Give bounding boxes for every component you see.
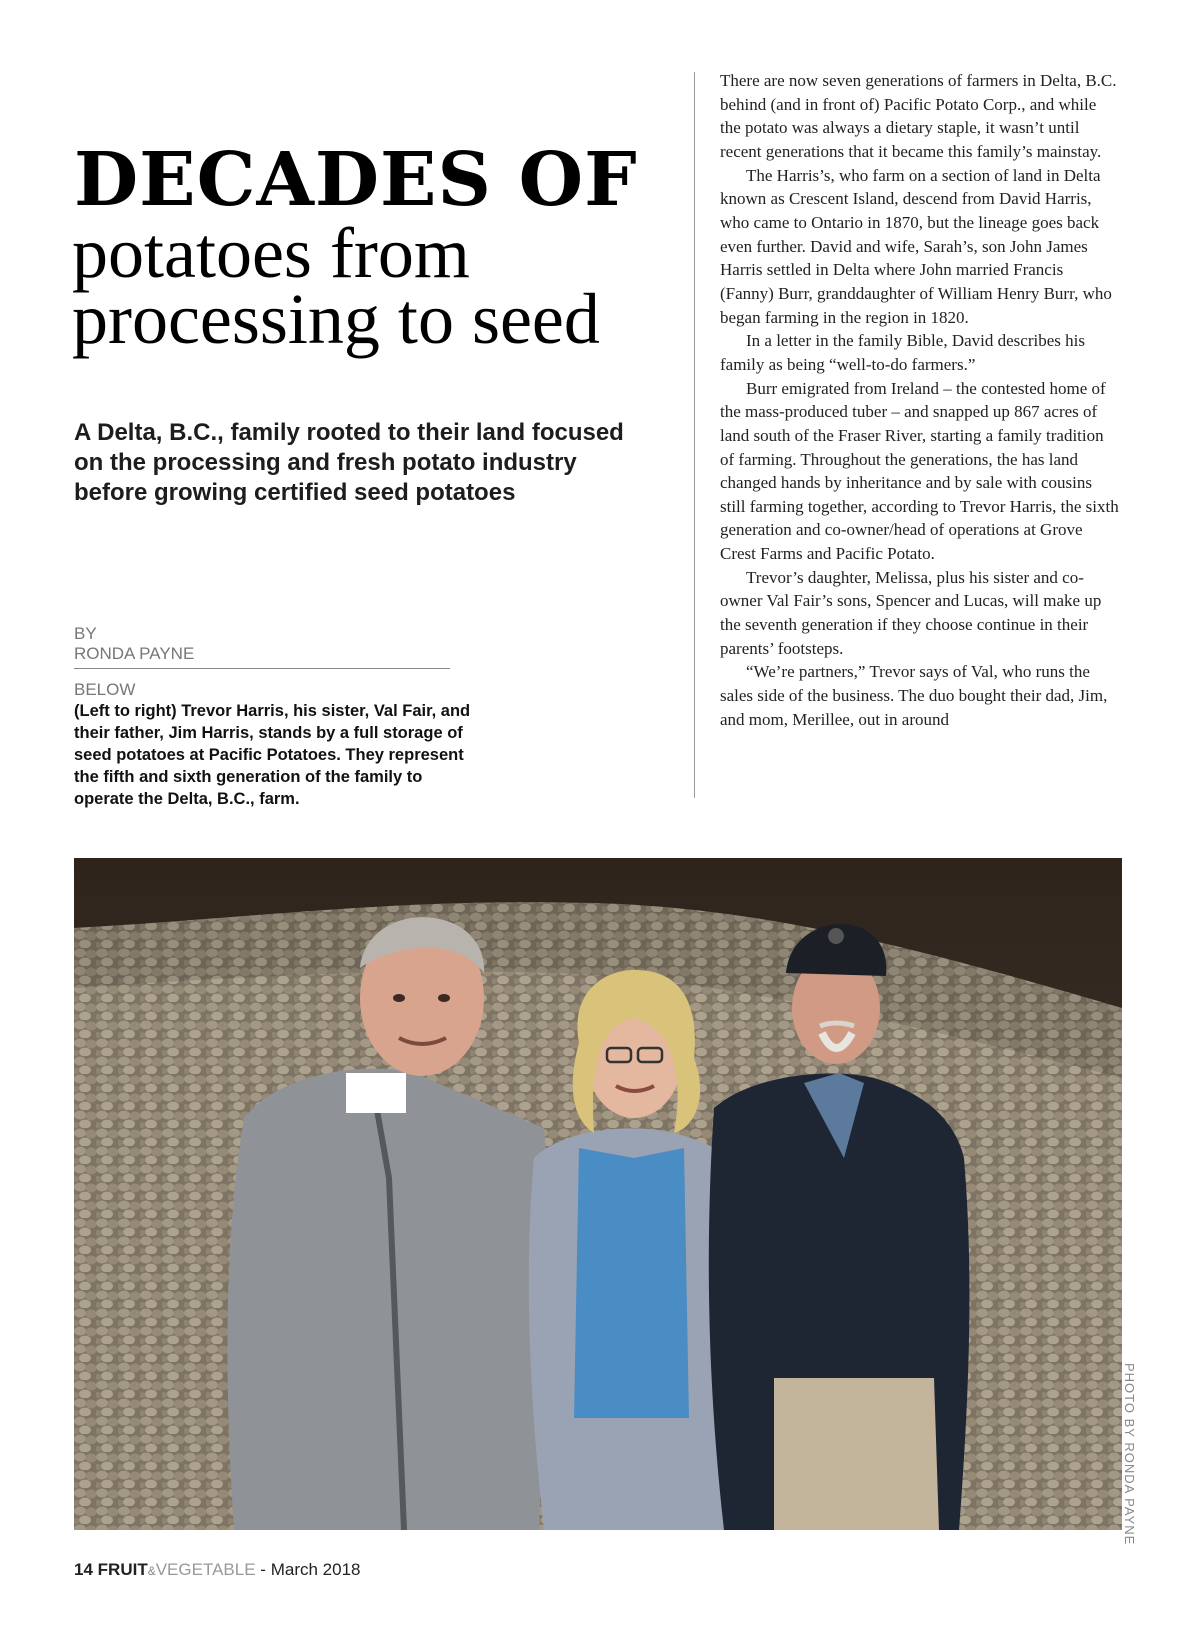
byline <box>74 624 450 669</box>
deck-subheading: A Delta, B.C., family rooted to their land focused on the processing and fresh potato industry before growing certified seed potatoes <box>74 419 624 506</box>
page-footer <box>74 1560 360 1580</box>
magazine-name-vegetable: VEGETABLE <box>155 1560 256 1579</box>
headline-main: DECADES OF <box>74 137 638 223</box>
column-divider <box>694 72 695 798</box>
magazine-name-fruit: FRUIT <box>97 1560 148 1579</box>
caption-label: BELOW <box>74 680 136 699</box>
caption-text: (Left to right) Trevor Harris, his sister, Val Fair, and their father, Jim Harris, stands by a full storage of seed potatoes at Pacific Potatoes. They represent the fifth and sixth generation of the family to operate the Delta, B.C., farm. <box>74 702 471 808</box>
article-paragraph: Burr emigrated from Ireland – the contested home of the mass-produced tuber – and snapped up 867 acres of land south of the Fraser River, starting a family tradition of farming. Throughout the generations, the has land changed hands by inheritance and by sale with cousins still farming together, according to Trevor Harris, the sixth generation and co-owner/head of operations at Grove Crest Farms and Pacific Potato. <box>720 378 1119 564</box>
page-number: 14 <box>74 1560 93 1579</box>
byline-author: RONDA PAYNE <box>74 644 195 663</box>
article-paragraph: The Harris’s, who farm on a section of land in Delta known as Crescent Island, descend from David Harris, who came to Ontario in 1870, but the lineage goes back even further. David and wife, Sarah’s, son John James Harris settled in Delta where John married Francis (Fanny) Burr, granddaughter of William Henry Burr, who began farming in the region in 1820. <box>720 165 1112 327</box>
photo-caption <box>74 680 474 810</box>
article-paragraph: Trevor’s daughter, Melissa, plus his sister and co-owner Val Fair’s sons, Spencer and Lucas, will make up the seventh generation if they choose continue in their parents’ footsteps. <box>720 567 1102 658</box>
photo-credit: PHOTO BY RONDA PAYNE <box>1122 1363 1137 1546</box>
article-body <box>720 69 1120 731</box>
article-paragraph: In a letter in the family Bible, David describes his family as being “well-to-do farmers.” <box>720 331 1085 374</box>
footer-separator: - <box>260 1560 266 1579</box>
family-photo-illustration <box>74 858 1122 1530</box>
byline-divider <box>74 668 450 669</box>
headline-sub: potatoes from processing to seed <box>72 213 600 359</box>
issue-date: March 2018 <box>270 1560 361 1579</box>
byline-label: BY <box>74 624 97 643</box>
article-paragraph: There are now seven generations of farmers in Delta, B.C. behind (and in front of) Pacific Potato Corp., and while the potato was always a dietary staple, it wasn’t until recent generations that it became this family’s mainstay. <box>720 71 1117 161</box>
family-photo <box>74 858 1122 1530</box>
magazine-name-amp: & <box>147 1564 156 1578</box>
article-paragraph: “We’re partners,” Trevor says of Val, who runs the sales side of the business. The duo bought their dad, Jim, and mom, Merillee, out in around <box>720 662 1108 729</box>
